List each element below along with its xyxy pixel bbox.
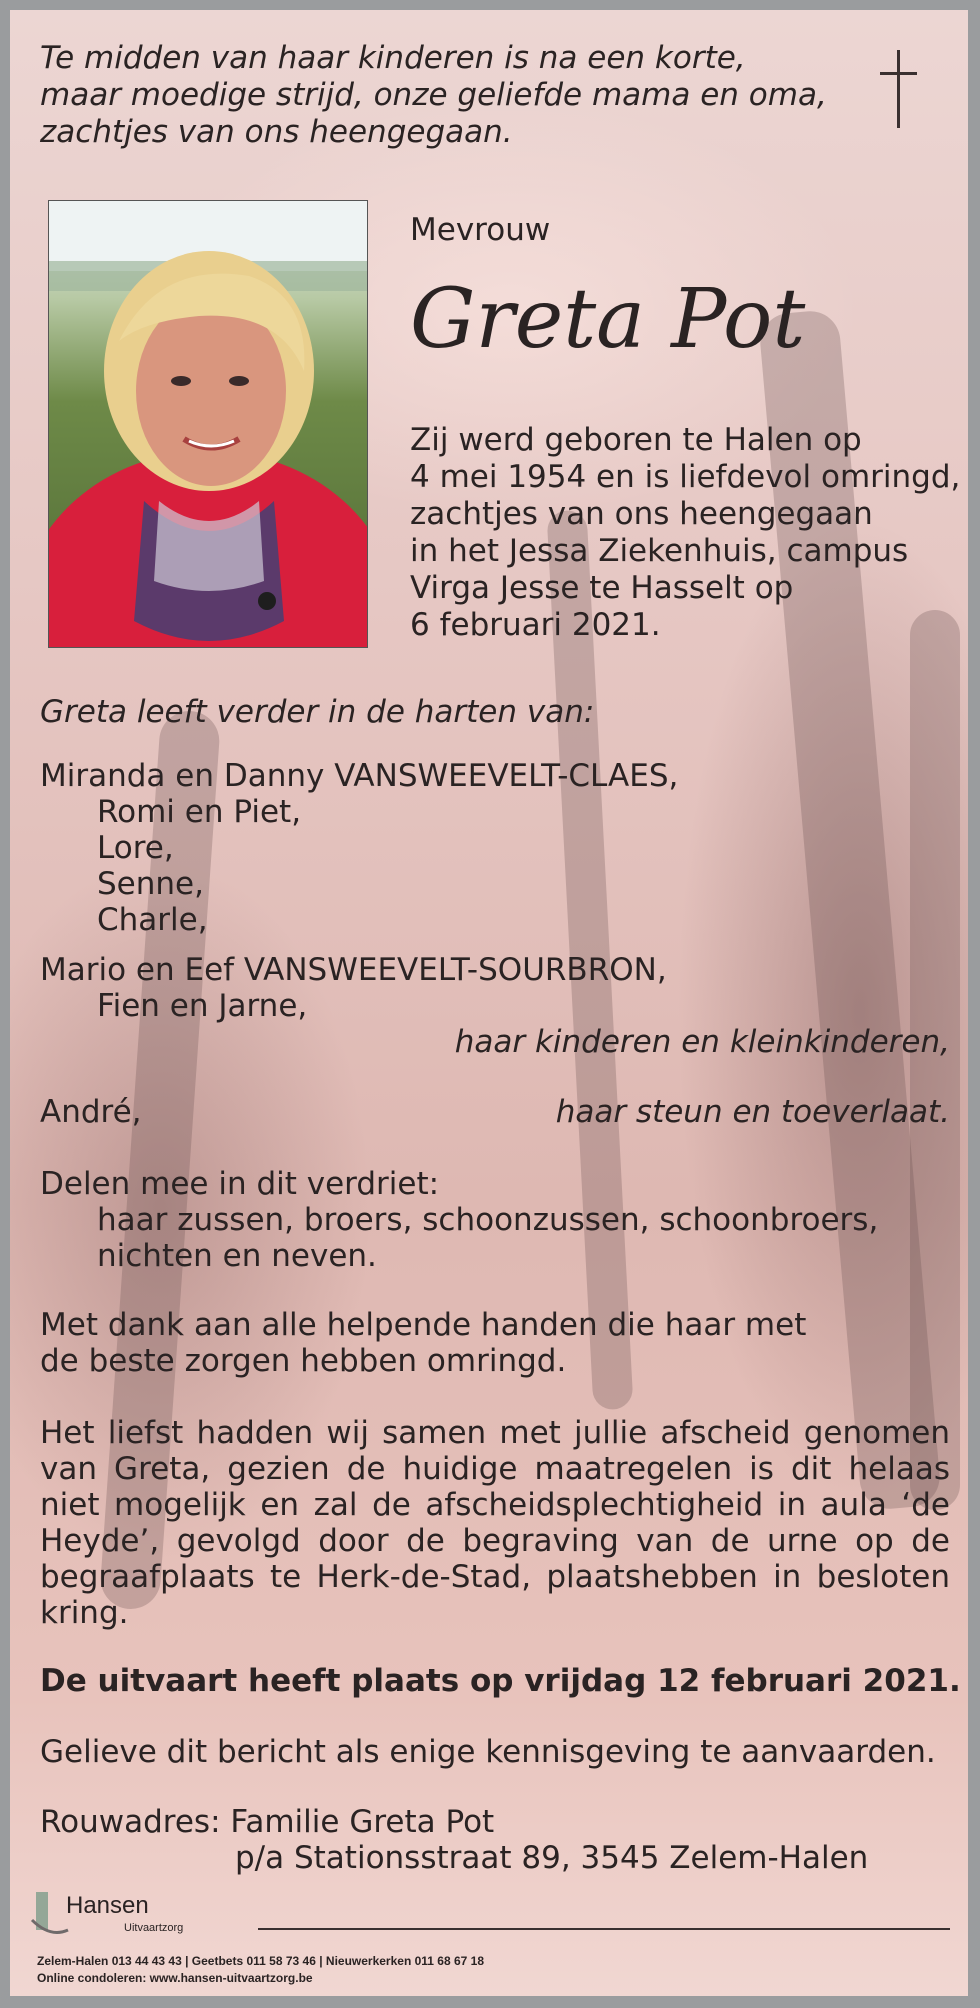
- bio-line-4: in het Jessa Ziekenhuis, campus: [410, 533, 909, 569]
- family-group2-child: Fien en Jarne,: [97, 988, 308, 1024]
- family-group1-parent: Miranda en Danny VANSWEEVELT-CLAES,: [40, 758, 679, 794]
- sharing-line-2: nichten en neven.: [97, 1238, 377, 1274]
- footer-phones: Zelem-Halen 013 44 43 43 | Geetbets 011 58 73 46 | Nieuwerkerken 011 68 67 18: [37, 1954, 485, 1968]
- footer-divider: [258, 1928, 950, 1930]
- intro-line-1: Te midden van haar kinderen is na een korte,: [40, 40, 746, 76]
- obituary-card: [10, 10, 968, 1996]
- ceremony-paragraph: Het liefst hadden wij samen met jullie afscheid genomen van Greta, gezien de huidige maatregelen is dit helaas niet mogelijk en zal de afscheidsplechtigheid in aula ‘de Heyde’, gevolgd door de begraving van de urne op de begraafplaats te Herk-de-Stad, plaatshebben in besloten kring.: [40, 1415, 950, 1631]
- intro-line-3: zachtjes van ons heengegaan.: [40, 114, 513, 150]
- funeral-home-logo: [30, 1890, 190, 1938]
- salutation: Mevrouw: [410, 212, 551, 248]
- intro-line-2: maar moedige strijd, onze geliefde mama en oma,: [40, 77, 827, 113]
- family-group1-child: Lore,: [97, 830, 174, 866]
- background-trunk-far-right: [910, 610, 960, 1510]
- family-group1-child: Romi en Piet,: [97, 794, 302, 830]
- notice: Gelieve dit bericht als enige kennisgeving te aanvaarden.: [40, 1734, 936, 1770]
- family-group1-child: Charle,: [97, 902, 208, 938]
- footer-online: Online condoleren: www.hansen-uitvaartzorg.be: [37, 1971, 313, 1985]
- logo-brand-sub: Uitvaartzorg: [124, 1922, 184, 1934]
- bio-line-2: 4 mei 1954 en is liefdevol omringd,: [410, 459, 961, 495]
- family-role: haar kinderen en kleinkinderen,: [454, 1024, 950, 1060]
- deceased-name: Greta Pot: [410, 272, 806, 367]
- thanks-line-1: Met dank aan alle helpende handen die haar met: [40, 1307, 807, 1343]
- partner-role: haar steun en toeverlaat.: [555, 1094, 950, 1130]
- address-line: p/a Stationsstraat 89, 3545 Zelem-Halen: [235, 1840, 869, 1876]
- logo-brand: Hansen: [66, 1892, 149, 1919]
- partner-name: André,: [40, 1094, 142, 1130]
- address-label: Rouwadres: Familie Greta Pot: [40, 1804, 495, 1840]
- family-group2-parent: Mario en Eef VANSWEEVELT-SOURBRON,: [40, 952, 667, 988]
- portrait-illustration: [49, 201, 367, 647]
- logo-mark-icon: [30, 1890, 70, 1938]
- bio-line-5: Virga Jesse te Hasselt op: [410, 570, 794, 606]
- bio-line-1: Zij werd geboren te Halen op: [410, 422, 862, 458]
- sharing-line-1: haar zussen, broers, schoonzussen, schoonbroers,: [97, 1202, 879, 1238]
- family-group1-child: Senne,: [97, 866, 204, 902]
- sharing-heading: Delen mee in dit verdriet:: [40, 1166, 440, 1202]
- bio-line-3: zachtjes van ons heengegaan: [410, 496, 873, 532]
- portrait-photo: [48, 200, 368, 648]
- bio-line-6: 6 februari 2021.: [410, 607, 661, 643]
- remembered-by-heading: Greta leeft verder in de harten van:: [40, 694, 595, 730]
- thanks-line-2: de beste zorgen hebben omringd.: [40, 1343, 567, 1379]
- funeral-date: De uitvaart heeft plaats op vrijdag 12 februari 2021.: [40, 1663, 961, 1699]
